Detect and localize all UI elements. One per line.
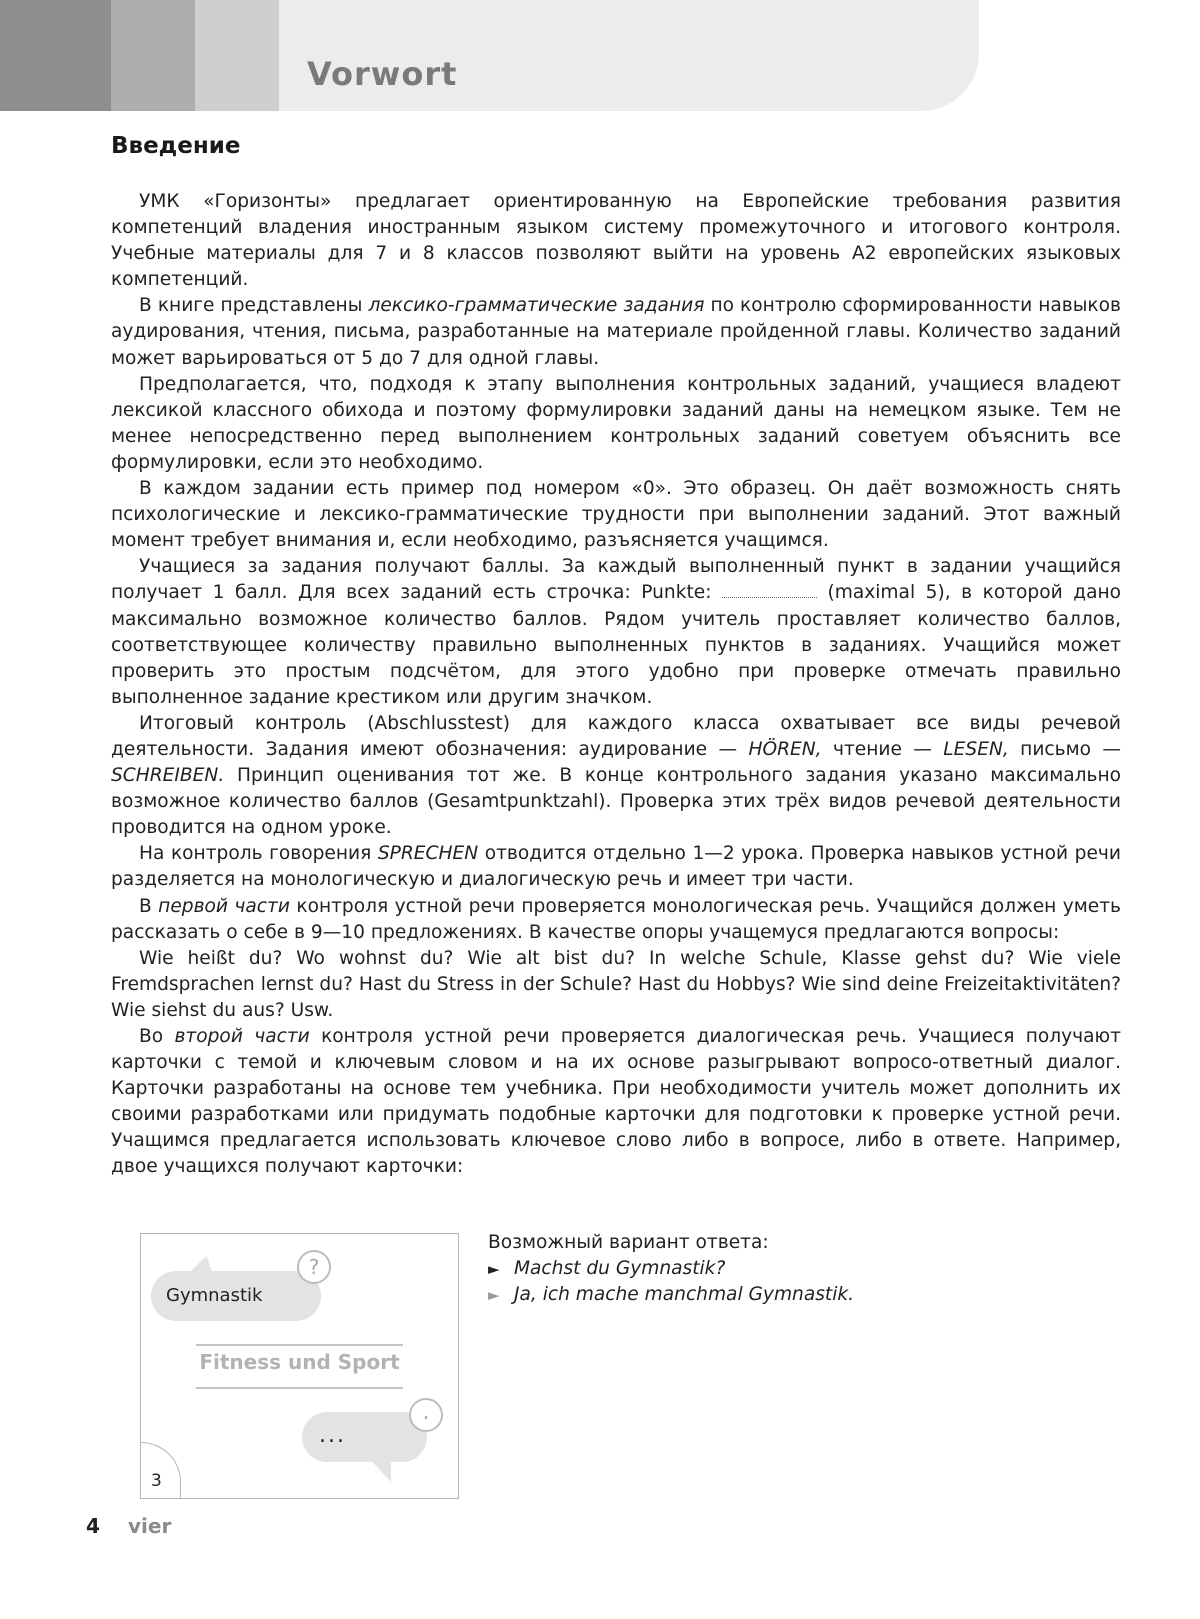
header-stripe-2 (111, 0, 195, 111)
paragraph-6 (111, 711, 1121, 841)
answer-reply: Ja, ich mache manchmal Gymnastik. (514, 1284, 855, 1305)
italic-run: лексико-грамматические задания (368, 295, 705, 317)
text-run: контроля устной речи проверяется монологическая речь. Учащийся должен уметь рассказать о себе в 9—10 предложениях. В качестве опоры учащемуся предлагаются вопросы: (111, 895, 1121, 943)
paragraph-8 (111, 894, 1121, 946)
text-run: письмо — (1008, 738, 1121, 760)
play-triangle-icon: ► (488, 1260, 500, 1278)
topic-divider-bottom (196, 1387, 403, 1389)
text-run: Учащиеся за задания получают баллы. За каждый выполненный пункт в задании учащийся получает 1 балл. Для всех заданий есть строчка: Punkte: (111, 556, 1121, 604)
page-number-word: vier (128, 1514, 172, 1538)
text-run: контроля устной речи проверяется диалогическая речь. Учащиеся получают карточки с темой и ключевым словом и на их основе разыгрывают вопросо-ответный диалог. Карточки разработаны на основе тем учебника. При необходимости учитель может дополнить их своими разработками или придумать подобные карточки для подготовки к проверке устной речи. Учащимся предлагается использовать ключевое слово либо в вопросе, либо в ответе. Например, двое учащихся получают карточки: (111, 1026, 1122, 1178)
paragraph-1: УМК «Горизонты» предлагает ориентированную на Европейские требования развития компетенций владения иностранным языком систему промежуточного и итогового контроля. Учебные материалы для 7 и 8 классов позволяют выйти на уровень А2 европейских языковых компетенций. (111, 191, 1121, 291)
card-number: 3 (151, 1471, 162, 1491)
paragraph-5 (111, 554, 1121, 711)
answer-label: Возможный вариант ответа: (488, 1232, 769, 1253)
header-stripe-1 (0, 0, 111, 111)
question-mark-icon: ? (297, 1250, 331, 1284)
italic-run: HÖREN, (748, 738, 822, 760)
text-run: отводится отдельно 1—2 урока. Проверка навыков устной речи разделяется на монологическую и диалогическую речь и имеет три части. (111, 843, 1121, 891)
points-blank (722, 583, 817, 598)
card-ellipsis: ... (319, 1423, 346, 1448)
text-run: На контроль говорения (139, 843, 378, 865)
sample-answer (488, 1230, 854, 1308)
text-run: В книге представлены (139, 295, 369, 317)
header-band (0, 0, 980, 111)
paragraph-9: Wie heißt du? Wo wohnst du? Wie alt bist du? In welche Schule, Klasse gehst du? Wie viele Fremdsprachen lernst du? Hast du Stress in der Schule? Hast du Hobbys? Wie sind deine Freizeitaktivitäten? Wie siehst du aus? Usw. (111, 947, 1121, 1021)
play-triangle-icon: ► (488, 1286, 500, 1304)
paragraph-3: Предполагается, что, подходя к этапу выполнения контрольных заданий, учащиеся владеют лексикой классного обихода и поэтому формулировки заданий даны на немецком языке. Тем не менее непосредственно перед выполнением контрольных заданий советуем объяснить все формулировки, если это необходимо. (111, 373, 1121, 473)
answer-question: Machst du Gymnastik? (514, 1258, 726, 1279)
paragraph-10 (111, 1024, 1121, 1181)
italic-run: первой части (158, 895, 290, 917)
dialogue-card (140, 1233, 459, 1499)
text-run: Принцип оценивания тот же. В конце контрольного задания указано максимально возможное количество баллов (Gesamtpunktzahl). Проверка этих трёх видов речевой деятельности проводится на одном уроке. (111, 765, 1121, 839)
text-run: чтение — (821, 738, 944, 760)
period-icon: . (409, 1398, 443, 1432)
italic-run: LESEN, (943, 738, 1009, 760)
answer-question-line (488, 1256, 854, 1282)
italic-run: SPRECHEN (377, 843, 479, 865)
paragraph-4: В каждом задании есть пример под номером «0». Это образец. Он даёт возможность снять психологические и лексико-грамматические трудности при выполнении заданий. Этот важный момент требует внимания и, если необходимо, разъясняется учащимся. (111, 478, 1121, 552)
text-run: Во (139, 1026, 175, 1047)
page-number: 4 (86, 1514, 100, 1538)
italic-run: SCHREIBEN. (111, 765, 225, 787)
italic-run: второй части (174, 1026, 310, 1047)
section-title: Введение (111, 133, 241, 159)
topic-divider-top (196, 1344, 403, 1346)
header-stripe-3 (195, 0, 279, 111)
card-keyword: Gymnastik (166, 1285, 263, 1306)
text-run: (maximal 5), в которой дано максимально возможное количество баллов. Рядом учитель проставляет количество баллов, соответствующее количеству правильно выполненных пунктов в заданиях. Учащийся может проверить это простым подсчётом, для этого удобно при проверке отмечать правильно выполненное задание крестиком или другим значком. (111, 582, 1121, 708)
paragraph-7 (111, 841, 1121, 893)
text-run: В (139, 895, 159, 917)
text-run: Итоговый контроль (Abschlusstest) для каждого класса охватывает все виды речевой деятельности. Задания имеют обозначения: аудирование — (111, 712, 1121, 760)
body-text (111, 189, 1121, 1181)
paragraph-2 (111, 293, 1121, 371)
text-run: по контролю сформированности навыков аудирования, чтения, письма, разработанные на материале пройденной главы. Количество заданий может варьироваться от 5 до 7 для одной главы. (111, 295, 1122, 369)
page-title: Vorwort (307, 55, 458, 93)
card-topic: Fitness und Sport (199, 1350, 400, 1374)
answer-reply-line (488, 1282, 854, 1308)
